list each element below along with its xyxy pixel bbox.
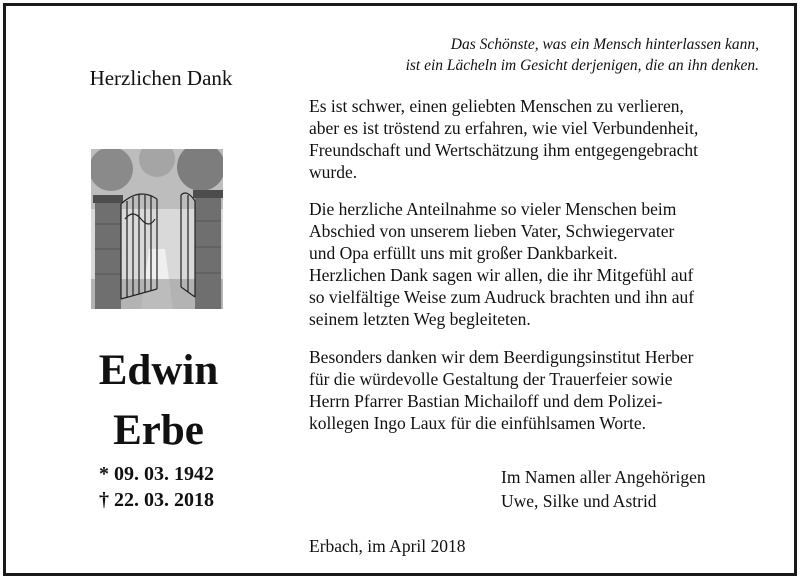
- text-line: Besonders danken wir dem Beerdigungsinstitut Herber: [309, 347, 694, 367]
- text-line: Freundschaft und Wertschätzung ihm entgegengebracht: [309, 140, 698, 160]
- garden-gate-image: [91, 149, 223, 309]
- quote-line: ist ein Lächeln im Gesicht derjenigen, die an ihn denken.: [405, 57, 759, 74]
- text-line: kollegen Ingo Laux für die einfühlsamen Worte.: [309, 413, 646, 433]
- text-line: Es ist schwer, einen geliebten Menschen zu verlieren,: [309, 96, 684, 116]
- epigraph-quote: [289, 34, 759, 76]
- text-line: Abschied von unserem lieben Vater, Schwiegervater: [309, 221, 675, 241]
- obituary-notice: [3, 3, 797, 576]
- thanks-heading: Herzlichen Dank: [89, 66, 233, 90]
- text-line: Herzlichen Dank sagen wir allen, die ihr Mitgefühl auf: [309, 265, 694, 285]
- text-line: und Opa erfüllt uns mit großer Dankbarkeit.: [309, 243, 618, 263]
- life-dates: [99, 461, 214, 513]
- deceased-first-name: Edwin: [98, 347, 219, 394]
- paragraph-2: [309, 198, 694, 330]
- signature-names: Uwe, Silke und Astrid: [501, 491, 657, 511]
- text-line: wurde.: [309, 162, 358, 182]
- quote-line: Das Schönste, was ein Mensch hinterlassen kann,: [450, 36, 759, 53]
- text-line: Herrn Pfarrer Bastian Michailoff und dem Polizei-: [309, 391, 663, 411]
- death-date: † 22. 03. 2018: [99, 489, 214, 511]
- deceased-last-name: Erbe: [113, 407, 204, 454]
- birth-date: * 09. 03. 1942: [99, 463, 214, 485]
- text-line: aber es ist tröstend zu erfahren, wie viel Verbundenheit,: [309, 118, 699, 138]
- signature-line: Im Namen aller Angehörigen: [501, 467, 706, 487]
- text-line: für die würdevolle Gestaltung der Trauerfeier sowie: [309, 369, 673, 389]
- text-line: so vielfältige Weise zum Audruck brachten und ihn auf: [309, 287, 695, 307]
- place-and-date: Erbach, im April 2018: [309, 536, 466, 556]
- paragraph-3: [309, 346, 693, 434]
- text-line: seinem letzten Weg begleiteten.: [309, 309, 531, 329]
- text-line: Die herzliche Anteilnahme so vieler Menschen beim: [309, 199, 677, 219]
- signature-block: [501, 465, 706, 513]
- paragraph-1: [309, 95, 698, 183]
